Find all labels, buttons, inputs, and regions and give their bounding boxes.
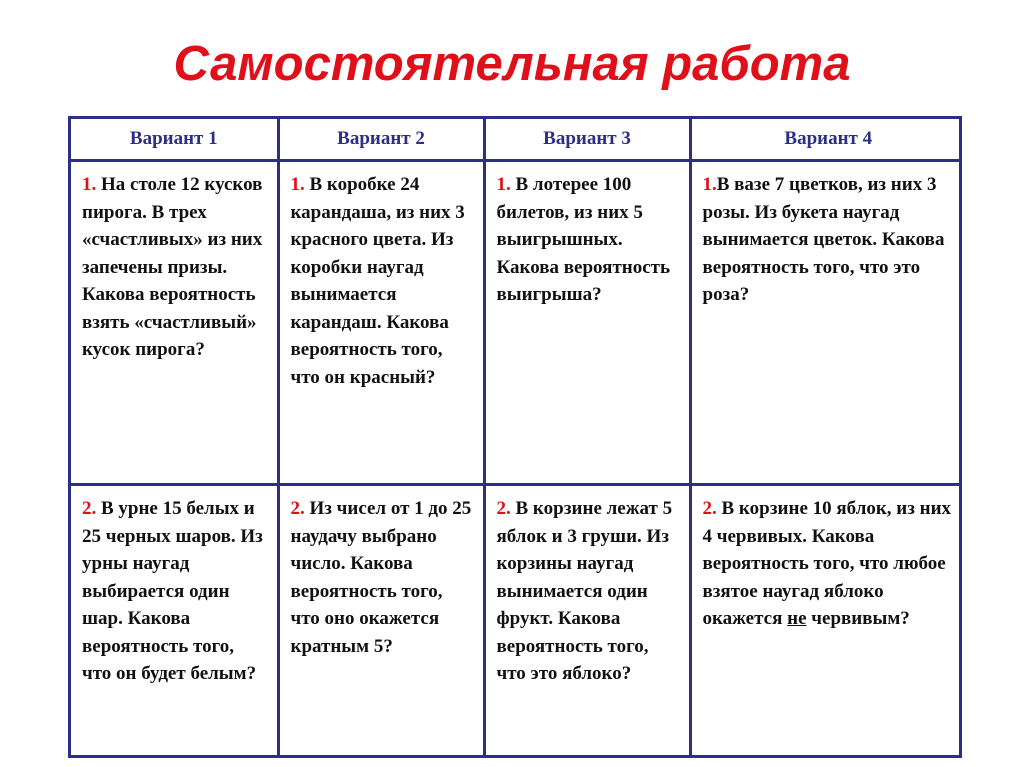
task-cell-v4-1 bbox=[690, 161, 962, 485]
task-text: В корзине 10 яблок, из них 4 червивых. Какова вероятность того, что любое взятое наугад яблоко окажется bbox=[702, 498, 952, 629]
task-number: 2. bbox=[496, 498, 511, 519]
task-text: В коробке 24 карандаша, из них 3 красного цвета. Из коробки наугад вынимается карандаш. Какова вероятность того, что он красный? bbox=[290, 174, 465, 388]
task-text: В урне 15 белых и 25 черных шаров. Из урны наугад выбирается один шар. Какова вероятность того, что он будет белым? bbox=[82, 498, 263, 684]
task-cell-v2-1 bbox=[278, 161, 484, 485]
task-cell-v3-2 bbox=[484, 485, 690, 756]
task-cell-v3-1 bbox=[484, 161, 690, 485]
task-number: 1. bbox=[496, 174, 511, 195]
page-title: Самостоятельная работа bbox=[173, 37, 851, 91]
task-text: В корзине лежат 5 яблок и 3 груши. Из корзины наугад вынимается один фрукт. Какова вероятность того, что это яблоко? bbox=[496, 498, 673, 684]
task-text: На столе 12 кусков пирога. В трех «счастливых» из них запечены призы. Какова вероятность взять «счастливый» кусок пирога? bbox=[82, 174, 263, 360]
task-number: 1. bbox=[290, 174, 305, 195]
task-number: 2. bbox=[702, 498, 717, 519]
header-variant-2: Вариант 2 bbox=[278, 119, 484, 161]
header-variant-4: Вариант 4 bbox=[690, 119, 962, 161]
task-text: Из чисел от 1 до 25 наудачу выбрано число. Какова вероятность того, что оно окажется кратным 5? bbox=[290, 498, 472, 657]
task-number: 2. bbox=[82, 498, 97, 519]
variants-table bbox=[68, 116, 962, 758]
table-row bbox=[71, 485, 962, 756]
task-number: 2. bbox=[290, 498, 305, 519]
task-text: В вазе 7 цветков, из них 3 розы. Из букета наугад вынимается цветок. Какова вероятность того, что это роза? bbox=[702, 174, 945, 305]
header-variant-1: Вариант 1 bbox=[71, 119, 278, 161]
task-number: 1. bbox=[82, 174, 97, 195]
task-number: 1. bbox=[702, 174, 717, 195]
header-variant-3: Вариант 3 bbox=[484, 119, 690, 161]
task-text-end: червивым? bbox=[806, 608, 910, 629]
task-cell-v1-1 bbox=[71, 161, 278, 485]
table-header-row bbox=[71, 119, 962, 161]
task-cell-v2-2 bbox=[278, 485, 484, 756]
task-cell-v1-2 bbox=[71, 485, 278, 756]
task-cell-v4-2 bbox=[690, 485, 962, 756]
table-row bbox=[71, 161, 962, 485]
task-text: В лотерее 100 билетов, из них 5 выигрышных. Какова вероятность выигрыша? bbox=[496, 174, 671, 305]
emphasis-underlined: не bbox=[787, 608, 807, 629]
